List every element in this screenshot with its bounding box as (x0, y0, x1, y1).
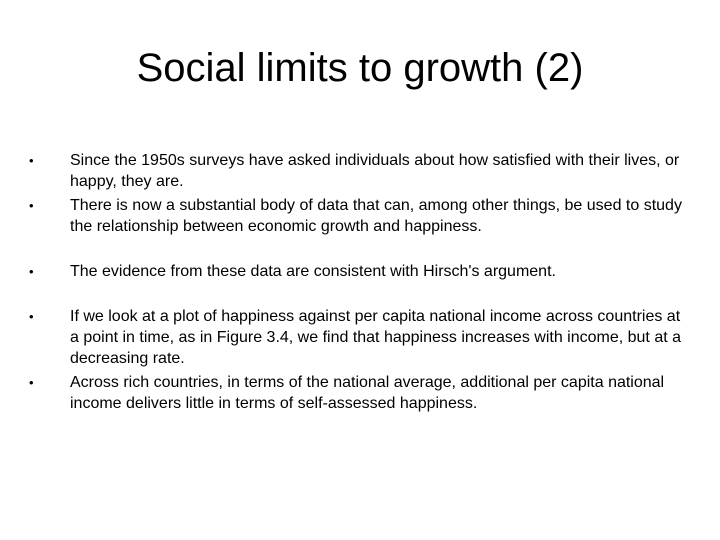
bullet-item (29, 261, 689, 282)
bullet-text: If we look at a plot of happiness against per capita national income across countries at a point in time, as in Figure 3.4, we find that happiness increases with income, but at a decreasing rate. (70, 308, 681, 367)
bullet-icon: • (29, 375, 34, 390)
bullet-icon: • (29, 198, 34, 213)
bullet-icon: • (29, 264, 34, 279)
bullet-item (29, 150, 689, 192)
bullet-text: The evidence from these data are consistent with Hirsch's argument. (70, 263, 556, 280)
slide-title: Social limits to growth (2) (136, 46, 584, 90)
bullet-text: There is now a substantial body of data that can, among other things, be used to study the relationship between economic growth and happiness. (70, 197, 682, 235)
bullet-list (29, 150, 689, 414)
bullet-item (29, 372, 689, 414)
bullet-text: Across rich countries, in terms of the national average, additional per capita national income delivers little in terms of self-assessed happiness. (70, 374, 665, 412)
bullet-item (29, 306, 689, 369)
bullet-item (29, 195, 689, 237)
bullet-icon: • (29, 153, 34, 168)
bullet-icon: • (29, 309, 34, 324)
bullet-text: Since the 1950s surveys have asked individuals about how satisfied with their lives, or happy, they are. (70, 152, 680, 190)
